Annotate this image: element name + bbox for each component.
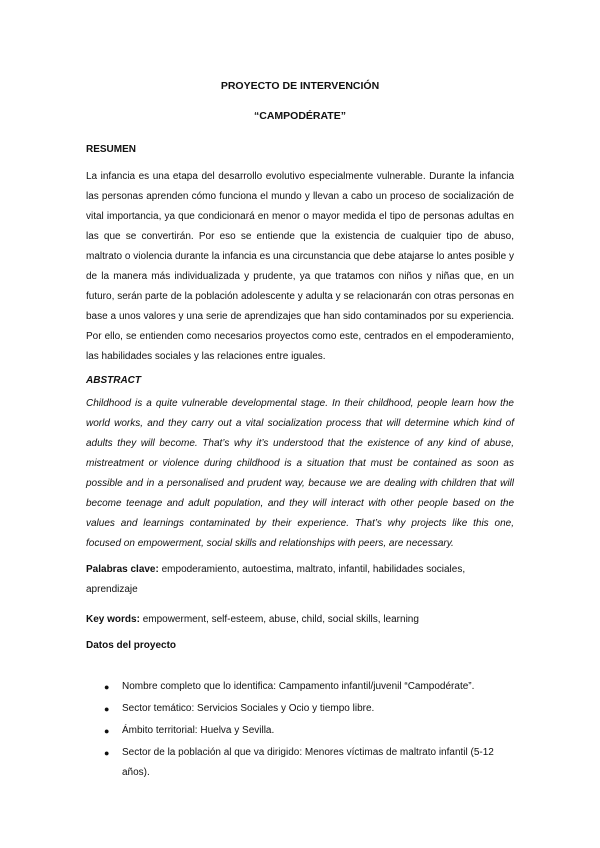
palabras-clave bbox=[86, 560, 514, 600]
list-item-text: Ámbito territorial: Huelva y Sevilla. bbox=[122, 725, 275, 736]
abstract-paragraph: Childhood is a quite vulnerable developmental stage. In their childhood, people learn how the world works, and they carry out a vital socialization process that will determine which kind of adults they will become. That’s why it’s understood that the existence of any kind of abuse, mistreatment or violence during childhood is a situation that must be contained as soon as possible and in a personalised and prudent way, because we are dealing with children that will become teenage and adult population, and they will interact with other people based on the values and learnings contaminated by their experience. That’s why projects like this one, focused on empowerment, social skills and relationships with peers, are necessary. bbox=[86, 398, 514, 549]
palabras-clave-label: Palabras clave: bbox=[86, 564, 159, 575]
bullet-icon: ● bbox=[104, 682, 110, 692]
list-item-text: Nombre completo que lo identifica: Campamento infantil/juvenil “Campodérate”. bbox=[122, 681, 475, 692]
list-item-text: Sector temático: Servicios Sociales y Ocio y tiempo libre. bbox=[122, 703, 375, 714]
bullet-icon: ● bbox=[104, 726, 110, 736]
list-item bbox=[104, 721, 514, 741]
document-title: PROYECTO DE INTERVENCIÓN bbox=[220, 80, 380, 92]
list-item-text: Sector de la población al que va dirigido: Menores víctimas de maltrato infantil (5-12 años). bbox=[122, 747, 494, 778]
list-item bbox=[104, 677, 514, 697]
palabras-clave-text: empoderamiento, autoestima, maltrato, infantil, habilidades sociales, aprendizaje bbox=[86, 564, 466, 595]
key-words bbox=[86, 610, 514, 630]
key-words-text: empowerment, self-esteem, abuse, child, social skills, learning bbox=[142, 614, 419, 625]
document-subtitle: “CAMPODÉRATE” bbox=[254, 110, 346, 122]
resumen-paragraph: La infancia es una etapa del desarrollo evolutivo especialmente vulnerable. Durante la infancia las personas aprenden cómo funciona el mundo y llevan a cabo un proceso de socialización de vital importancia, ya que condicionará en menor o mayor medida el tipo de personas adultas en las que se convertirán. Por eso se entiende que la existencia de cualquier tipo de abuso, maltrato o violencia durante la infancia es una circunstancia que debe atajarse lo antes posible y de la manera más individualizada y prudente, ya que tratamos con niños y niñas que, en un futuro, serán parte de la población adolescente y adulta y se relacionarán con otras personas en base a unos valores y una serie de aprendizajes que han sido contaminados por su experiencia. Por ello, se entienden como necesarios proyectos como este, centrados en el empoderamiento, las habilidades sociales y las relaciones entre iguales. bbox=[86, 171, 514, 362]
resumen-heading: RESUMEN bbox=[86, 144, 137, 155]
bullet-icon: ● bbox=[104, 704, 110, 714]
datos-list bbox=[86, 677, 514, 783]
list-item bbox=[104, 743, 514, 783]
bullet-icon: ● bbox=[104, 748, 110, 758]
datos-heading: Datos del proyecto bbox=[86, 640, 177, 651]
abstract-heading: ABSTRACT bbox=[86, 375, 141, 386]
list-item bbox=[104, 699, 514, 719]
key-words-label: Key words: bbox=[86, 614, 140, 625]
